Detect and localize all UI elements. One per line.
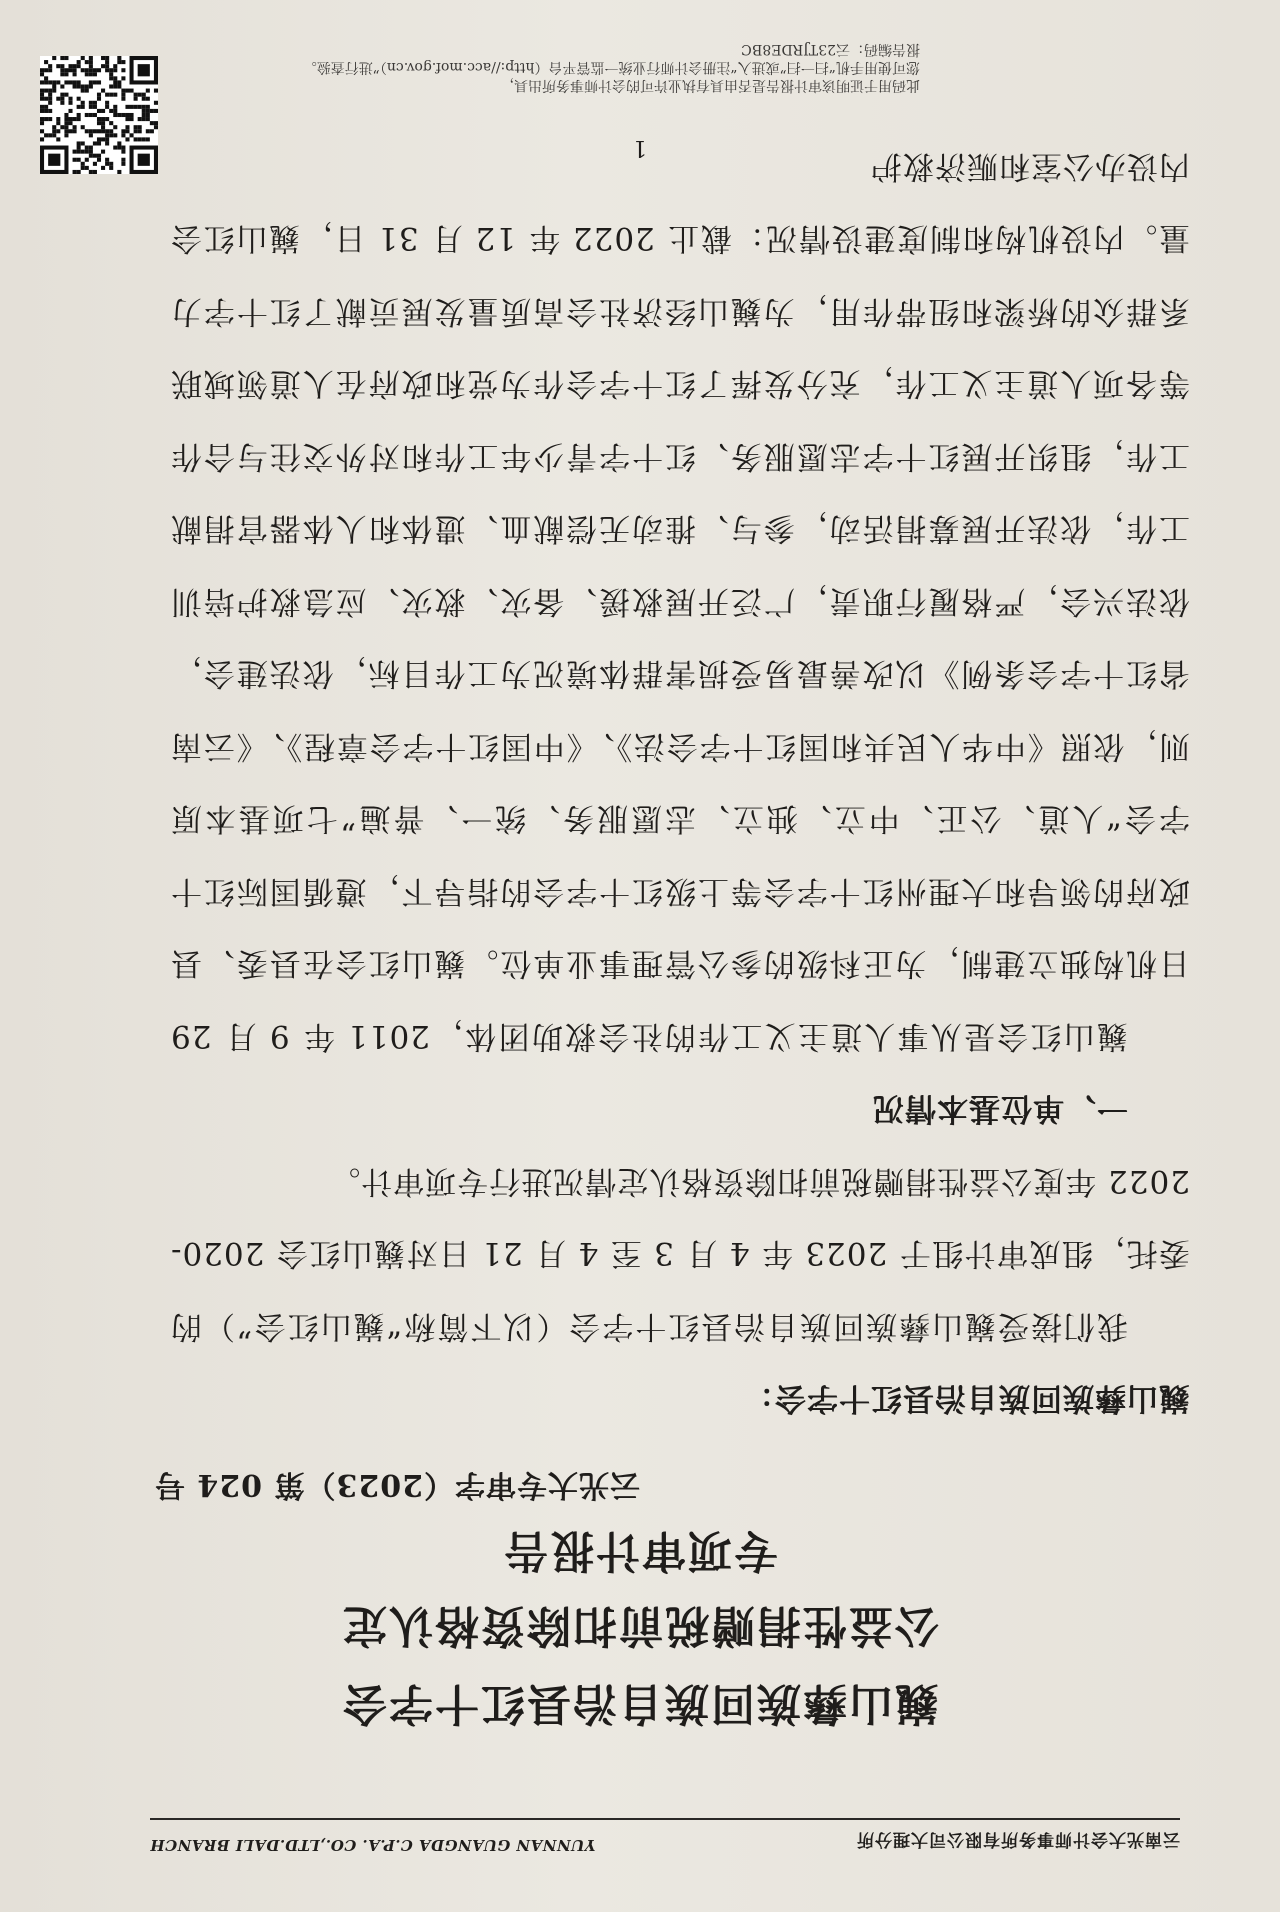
- report-code-value: 云23TJRDE8BC: [741, 41, 850, 57]
- verification-note-line-1: 此码用于证明该审计报告是否由具有执业许可的会计师事务所出具，: [500, 77, 920, 93]
- addressee: 巍山彝族回族自治县红十字会：: [742, 1380, 1190, 1416]
- report-title-line-1: 巍山彝族回族自治县红十字会: [341, 1678, 939, 1729]
- report-code-label: 报告编码：: [850, 41, 920, 57]
- page-number: 1: [633, 135, 647, 160]
- verification-qr-code[interactable]: [40, 56, 158, 174]
- section-heading: 一、单位基本情况: [872, 1090, 1128, 1126]
- report-title-line-3: 专项审计报告: [502, 1525, 778, 1576]
- report-code: [170, 40, 920, 58]
- letterhead-rule: [150, 1818, 1180, 1820]
- document-number: 云光大专审字（2023）第 024 号: [153, 1467, 640, 1502]
- firm-name-cn: 云南光大会计师事务所有限公司大理分所: [856, 1829, 1180, 1849]
- report-title-line-2: 公益性捐赠税前扣除资格认定: [341, 1600, 939, 1651]
- intro-paragraph: 我们接受巍山彝族回族自治县红十字会（以下简称“巍山红会”）的委托，组成审计组于 2023 年 4 月 3 至 4 月 21 日对巍山红会 2020-2022 年度公益性捐赠税前扣除资格认定情况进行专项审计。: [170, 1163, 1190, 1344]
- firm-name-en: YUNNAN GUANGDA C.P.A. CO.,LTD.DALI BRANCH: [150, 1836, 596, 1854]
- verification-note-line-2: 您可使用手机“扫一扫”或进入“注册会计师行业统一监管平台（http://acc.mof.gov.cn）”进行查验。: [302, 59, 920, 75]
- section-body: 巍山红会是从事人道主义工作的社会救助团体，2011 年 9 月 29 日机构独立建制，为正科级的参公管理事业单位。巍山红会在县委、县政府的领导和大理州红十字会等上级红十字会的指导下，遵循国际红十字会“人道、公正、中立、独立、志愿服务、统一、普遍”七项基本原则，依照《中华人民共和国红十字会法》、《中国红十字会章程》、《云南省红十字会条例》以改善最易受损害群体境况为工作目标，依法建会，依法兴会，严格履行职责，广泛开展救援、备灾、救灾、应急救护培训工作，依法开展募捐活动，参与、推动无偿献血、遗体和人体器官捐献工作，组织开展红十字志愿服务、红十字青少年工作和对外交往与合作等各项人道主义工作，充分发挥了红十字会作为党和政府在人道领域联系群众的桥梁和纽带作用，为巍山经济社会高质量发展贡献了红十字力量。内设机构和制度建设情况：截止 2022 年 12 月 31 日，巍山红会内设办公室和赈济救护: [170, 148, 1190, 1054]
- letterhead: [150, 1829, 1180, 1854]
